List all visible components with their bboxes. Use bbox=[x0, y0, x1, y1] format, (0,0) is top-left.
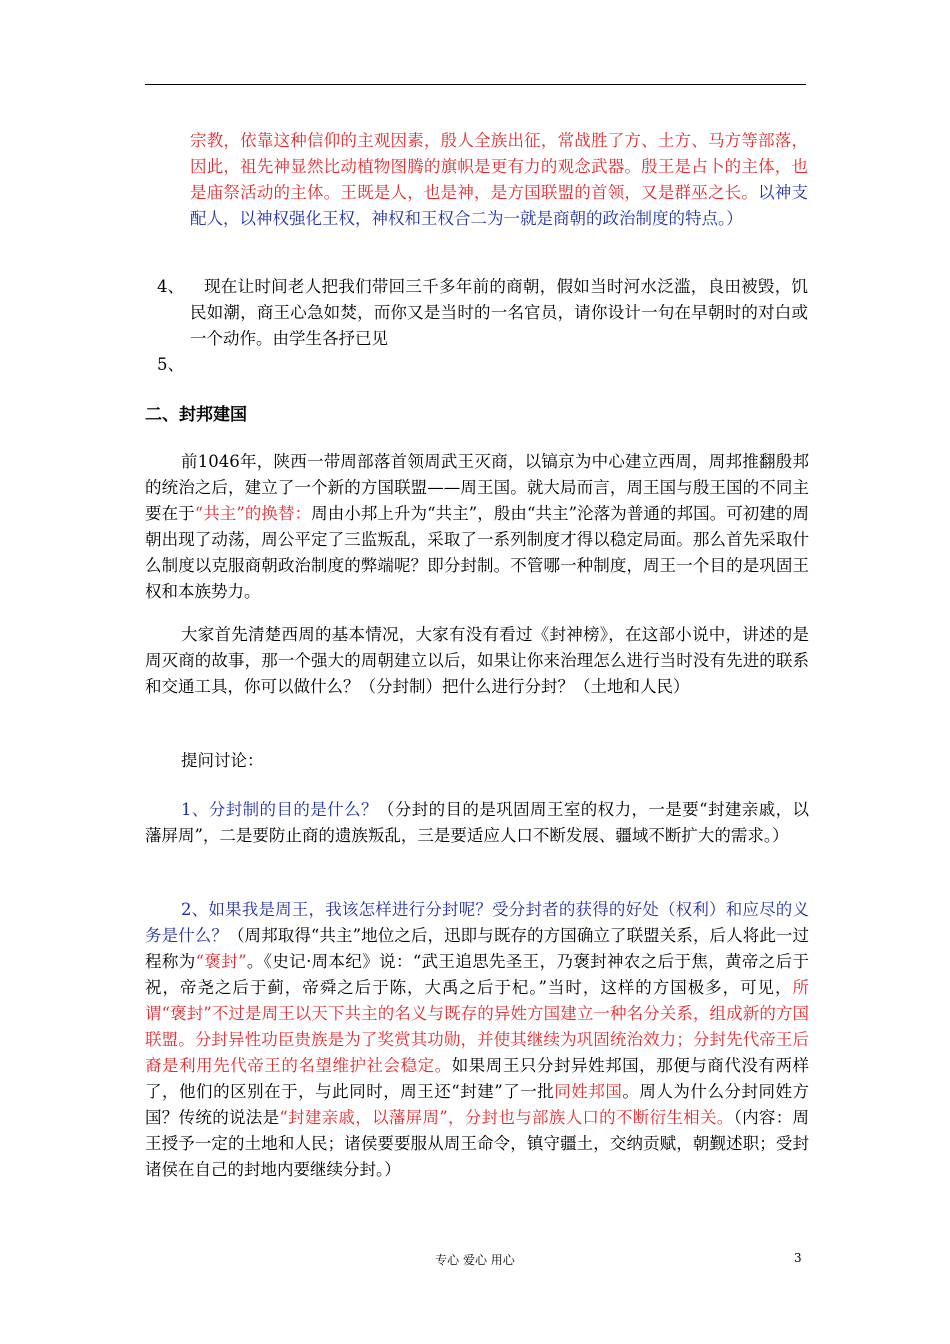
page-number: 3 bbox=[794, 1251, 802, 1265]
text-black: 周由小邦上升为“共主”，殷由“共主”沦落为普通的邦国。可初建的周朝出现了动荡，周公平定了三监叛乱，采取了一系列制度才得以稳定局面。那么首先采取什么制度以克服商朝政治制度的弊端呢？即分封制。不管哪一种制度，周王一个目的是巩固王权和本族势力。 bbox=[145, 504, 810, 601]
text-red: “封建亲戚，以藩屏周”，分封也与部族人口的不断衍生相关。 bbox=[279, 1108, 734, 1127]
footer-motto: 专心 爱心 用心 bbox=[435, 1253, 515, 1267]
answer-text: （周邦取得“共主”地位之后，迅即与既存的方国确立了联盟关系，后人将此一过程称为 bbox=[145, 926, 809, 971]
text-red: 宗教，依靠这种信仰的主观因素，殷人全族出征，常战胜了方、土方、马方等部落，因此，祖先神显然比动植物图腾的旗帜是更有力的观念武器。殷王是占卜的主体，也是庙祭活动的主体。王既是人，也是神，是方国联盟的首领，又是群巫之长。 bbox=[190, 131, 808, 202]
paragraph-fengshen: 大家首先清楚西周的基本情况，大家有没有看过《封神榜》，在这部小说中，讲述的是周灭商的故事，那一个强大的周朝建立以后，如果让你来治理怎么进行当时没有先进的联系和交通工具，你可以做什么？（分封制）把什么进行分封？（土地和人民） bbox=[145, 625, 809, 696]
discussion-item-2 bbox=[145, 897, 809, 1183]
answer-text: （内容：周王授予一定的土地和人民；诸侯要要服从周王命令，镇守疆土，交纳贡赋，朝觐述职；受封诸侯在自己的封地内要继续分封。） bbox=[145, 1108, 809, 1179]
header-rule bbox=[145, 84, 806, 85]
text-red: “共主”的换替： bbox=[194, 504, 312, 523]
text-red: “褒封” bbox=[195, 952, 247, 971]
text-red: 同姓邦国 bbox=[554, 1082, 623, 1101]
discussion-heading: 提问讨论： bbox=[181, 751, 264, 770]
text-blue: 以神支配人，以神权强化王权，神权和王权合二为一就是商朝的政治制度的特点。） bbox=[190, 183, 809, 228]
answer-text: （分封的目的是巩固周王室的权力，一是要“封建亲戚，以藩屏周”，二是要防止商的遗族叛乱，三是要适应人口不断发展、疆域不断扩大的需求。） bbox=[145, 800, 810, 845]
question-text: 2、如果我是周王，我该怎样进行分封呢？受分封者的获得的好处（权利）和应尽的义务是什么？ bbox=[145, 900, 809, 945]
question-text: 1、分封制的目的是什么？ bbox=[181, 800, 378, 819]
paragraph-shang-religion bbox=[190, 128, 808, 232]
item-number-4: 4、 bbox=[157, 277, 184, 296]
question-4: 现在让时间老人把我们带回三千多年前的商朝，假如当时河水泛滥，良田被毁，饥民如潮，商王心急如焚，而你又是当时的一名官员，请你设计一句在早朝时的对白或一个动作。由学生各抒已见 bbox=[190, 277, 808, 348]
discussion-item-1 bbox=[145, 797, 809, 849]
answer-text: 。《史记·周本纪》说：“武王追思先圣王，乃褒封神农之后于焦，黄帝之后于祝，帝尧之后于蓟，帝舜之后于陈，大禹之后于杞。”当时，这样的方国极多，可见， bbox=[145, 952, 809, 997]
text-red: 所谓“褒封”不过是周王以天下共主的名义与既存的异姓方国建立一种名分关系，组成新的方国联盟。分封异性功臣贵族是为了奖赏其功勋，并使其继续为巩固统治效力；分封先代帝王后裔是利用先代帝王的名望维护社会稳定。 bbox=[145, 978, 809, 1075]
paragraph-western-zhou bbox=[145, 449, 809, 605]
answer-text: 。周人为什么分封同姓方国？传统的说法是 bbox=[145, 1082, 810, 1127]
answer-text: 如果周王只分封异姓邦国，那便与商代没有两样了，他们的区别在于，与此同时，周王还“封建”了一批 bbox=[145, 1056, 810, 1101]
section-title: 二、封邦建国 bbox=[145, 405, 247, 425]
text-black: 前1046年，陕西一带周部落首领周武王灭商，以镐京为中心建立西周，周邦推翻殷邦的统治之后，建立了一个新的方国联盟——周王国。就大局而言，周王国与殷王国的不同主要在于 bbox=[145, 452, 809, 523]
item-number-5: 5、 bbox=[157, 355, 184, 374]
